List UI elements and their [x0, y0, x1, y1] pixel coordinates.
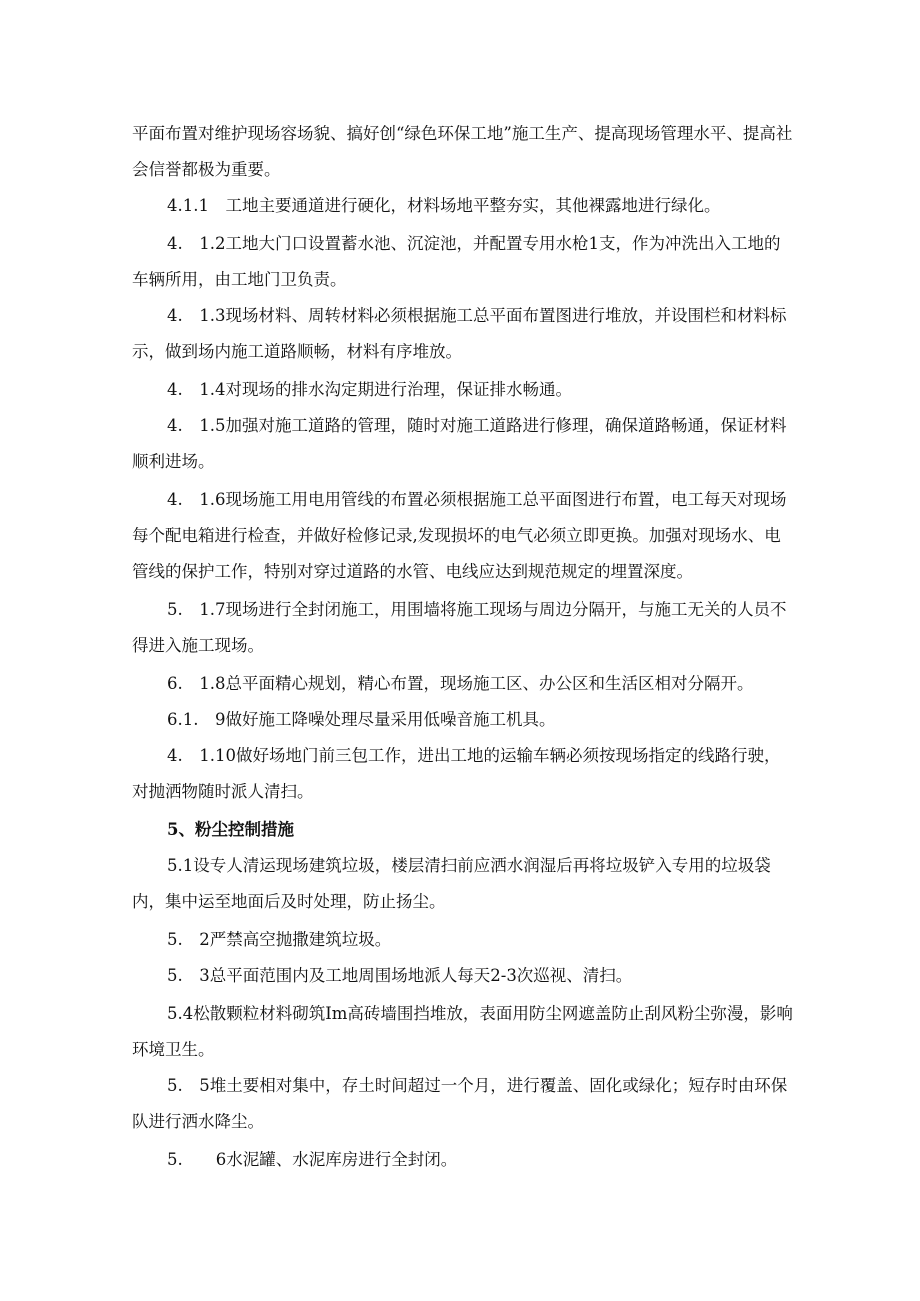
section-heading-dust-control: 5、粉尘控制措施 [167, 820, 294, 839]
paragraph-4-1-10: 4. 1.10做好场地门前三包工作，进出工地的运输车辆必须按现场指定的线路行驶，对抛洒物随时派人清扫。 [132, 746, 781, 801]
paragraph-4-1-4: 4. 1.4对现场的排水沟定期进行治理，保证排水畅通。 [167, 380, 572, 399]
paragraph-4-1-5: 4. 1.5加强对施工道路的管理，随时对施工道路进行修理，确保道路畅通，保证材料顺利进场。 [132, 416, 787, 471]
paragraph-5-1-7: 5. 1.7现场进行全封闭施工，用围墙将施工现场与周边分隔开，与施工无关的人员不得进入施工现场。 [132, 600, 787, 655]
paragraph-6-1-9: 6.1. 9做好施工降噪处理尽量采用低噪音施工机具。 [167, 710, 556, 729]
paragraph-4-1-2: 4. 1.2工地大门口设置蓄水池、沉淀池，并配置专用水枪1支，作为冲洗出入工地的车辆所用，由工地门卫负责。 [132, 234, 781, 289]
paragraph-5-4: 5.4松散颗粒材料砌筑Im高砖墙围挡堆放，表面用防尘网遮盖防止刮风粉尘弥漫，影响环境卫生。 [132, 1004, 793, 1059]
paragraph-intro: 平面布置对维护现场容场貌、搞好创“绿色环保工地”施工生产、提高现场管理水平、提高社会信誉都极为重要。 [132, 124, 793, 179]
paragraph-4-1-3: 4. 1.3现场材料、周转材料必须根据施工总平面布置图进行堆放，并设围栏和材料标示，做到场内施工道路顺畅，材料有序堆放。 [132, 306, 787, 361]
paragraph-5-2: 5. 2严禁高空抛撒建筑垃圾。 [167, 930, 392, 949]
paragraph-5-1: 5.1设专人清运现场建筑垃圾，楼层清扫前应洒水润湿后再将垃圾铲入专用的垃圾袋内，集中运至地面后及时处理，防止扬尘。 [132, 856, 771, 911]
paragraph-4-1-6: 4. 1.6现场施工用电用管线的布置必须根据施工总平面图进行布置，电工每天对现场每个配电箱进行检查，并做好检修记录,发现损坏的电气必须立即更换。加强对现场水、电管线的保护工作，特别对穿过道路的水管、电线应达到规范规定的埋置深度。 [132, 490, 787, 581]
paragraph-5-5: 5. 5堆土要相对集中，存土时间超过一个月，进行覆盖、固化或绿化；短存时由环保队进行洒水降尘。 [132, 1076, 788, 1131]
paragraph-5-6: 5. 6水泥罐、水泥库房进行全封闭。 [167, 1150, 458, 1169]
paragraph-4-1-1: 4.1.1 工地主要通道进行硬化，材料场地平整夯实，其他裸露地进行绿化。 [167, 196, 721, 215]
paragraph-5-3: 5. 3总平面范围内及工地周围场地派人每天2-3次巡视、清扫。 [167, 966, 633, 985]
paragraph-6-1-8: 6. 1.8总平面精心规划，精心布置，现场施工区、办公区和生活区相对分隔开。 [167, 674, 754, 693]
